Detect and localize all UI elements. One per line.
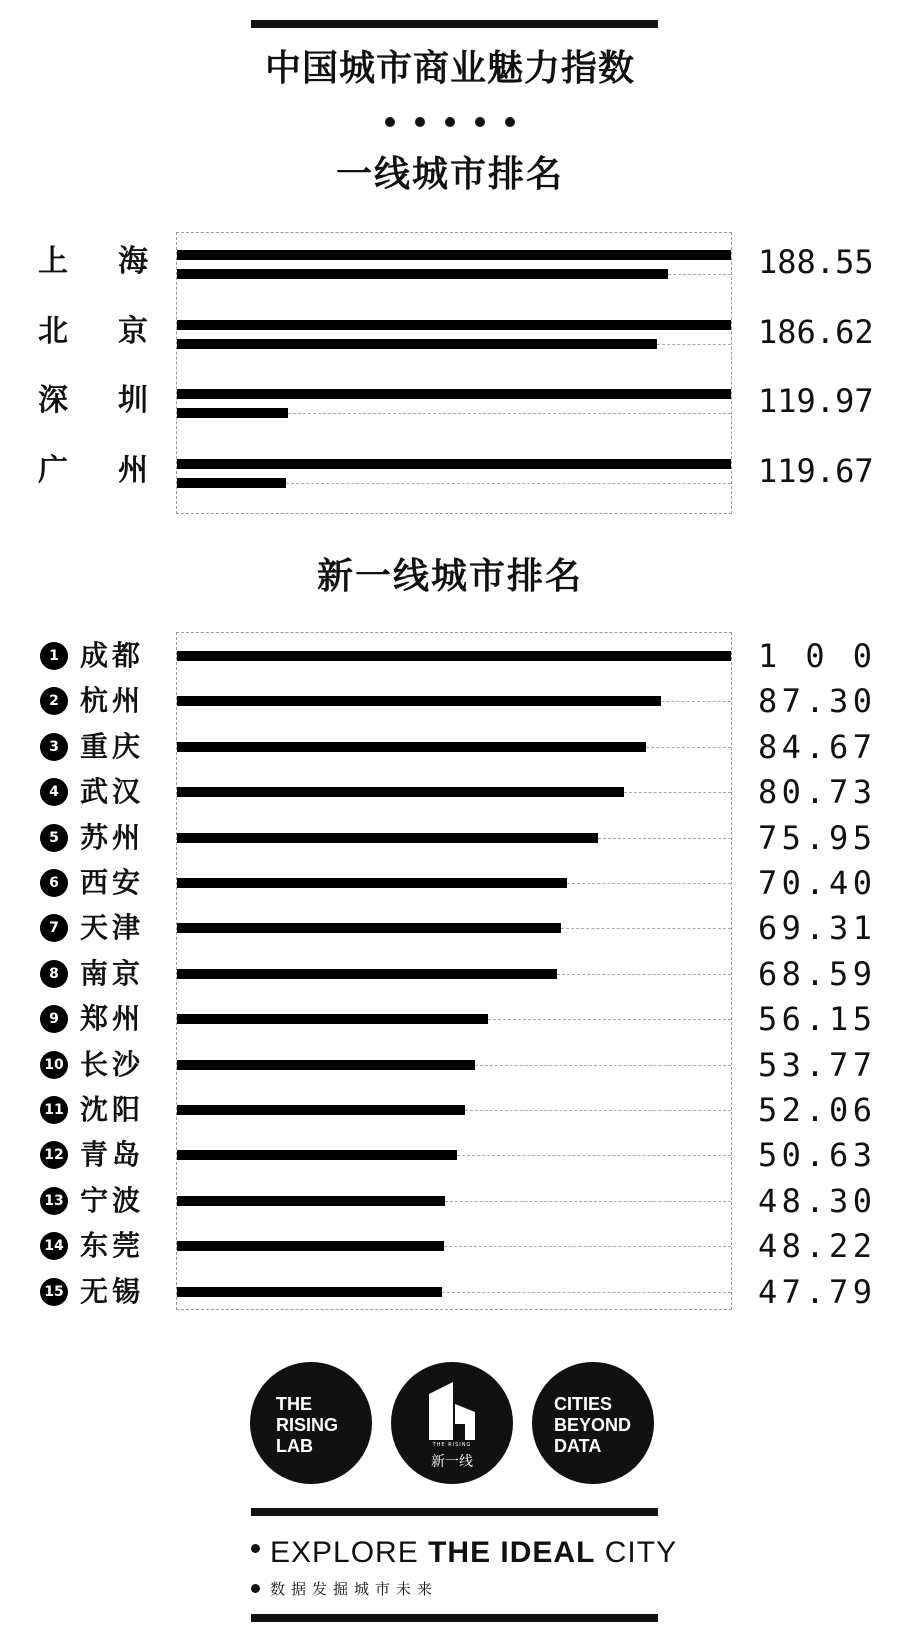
dot — [385, 117, 395, 127]
rank-badge: 4 — [40, 778, 68, 806]
rank-badge: 9 — [40, 1005, 68, 1033]
city-label: 北 京 — [38, 313, 148, 349]
guide-line — [557, 974, 731, 975]
footer-dot — [251, 1544, 260, 1553]
value-label: 4 8 . 3 0 — [758, 1181, 872, 1220]
guide-line — [661, 701, 731, 702]
value-label: 6 8 . 5 9 — [758, 954, 872, 993]
guide-line — [646, 747, 731, 748]
bar-value — [177, 1060, 475, 1070]
bar-value — [177, 1150, 457, 1160]
value-label: 1 1 9 . 6 7 — [758, 451, 874, 490]
city-label: 东莞 — [80, 1229, 145, 1263]
bar-value — [177, 1105, 465, 1115]
bar-value — [177, 1241, 444, 1251]
guide-line — [598, 838, 731, 839]
value-label: 7 0 . 4 0 — [758, 864, 872, 902]
value-label: 4 8 . 2 2 — [758, 1227, 872, 1266]
rank-badge: 1 — [40, 642, 68, 670]
tier2-title: 新一线城市排名 — [316, 556, 583, 597]
dot — [445, 117, 455, 127]
bar-value — [177, 651, 731, 661]
new-tier1-logo-cn-text: 新一线 — [431, 1454, 473, 1470]
bar-value — [177, 878, 567, 888]
bar-value — [177, 478, 286, 488]
rank-badge: 3 — [40, 733, 68, 761]
rising-lab-logo — [250, 1362, 372, 1484]
rank-badge: 12 — [40, 1141, 68, 1169]
building-icon — [425, 1382, 479, 1440]
value-label: 5 0 . 6 3 — [758, 1136, 872, 1175]
dot — [505, 117, 515, 127]
guide-line — [288, 413, 731, 414]
rank-badge: 2 — [40, 687, 68, 715]
guide-line — [561, 928, 731, 929]
city-label: 天津 — [80, 911, 145, 945]
title-dots — [0, 112, 900, 131]
city-label: 杭州 — [80, 684, 145, 718]
city-label: 武汉 — [80, 775, 145, 809]
rank-badge: 14 — [40, 1232, 68, 1260]
value-label: 8 4 . 6 7 — [758, 727, 872, 766]
value-label: 4 7 . 7 9 — [758, 1272, 872, 1311]
rank-badge: 13 — [40, 1187, 68, 1215]
dot — [415, 117, 425, 127]
city-label: 青岛 — [80, 1138, 145, 1172]
city-label: 宁波 — [80, 1183, 145, 1217]
city-label: 郑州 — [80, 1002, 145, 1036]
guide-line — [465, 1110, 731, 1111]
footer-dot — [251, 1584, 260, 1593]
bar-value — [177, 339, 657, 349]
value-label: 1 0 0 — [758, 637, 872, 675]
cities-beyond-data-logo — [532, 1362, 654, 1484]
bar-total — [177, 250, 731, 260]
value-label: 1 1 9 . 9 7 — [758, 382, 874, 420]
rank-badge: 6 — [40, 869, 68, 897]
city-label: 重庆 — [80, 729, 145, 763]
city-label: 深 圳 — [38, 383, 148, 418]
value-label: 5 6 . 1 5 — [758, 1000, 872, 1039]
city-label: 无锡 — [80, 1274, 145, 1308]
city-label: 南京 — [80, 956, 145, 990]
value-label: 8 0 . 7 3 — [758, 773, 872, 812]
rank-badge: 10 — [40, 1051, 68, 1079]
city-label: 上 海 — [38, 244, 148, 279]
city-label: 西安 — [80, 866, 145, 899]
city-label: 沈阳 — [80, 1093, 145, 1126]
rank-badge: 15 — [40, 1278, 68, 1306]
guide-line — [475, 1065, 731, 1066]
footer-slogan: EXPLORE THE IDEAL CITY — [270, 1536, 678, 1569]
city-label: 成都 — [80, 639, 145, 672]
guide-line — [286, 483, 731, 484]
bar-total — [177, 389, 731, 399]
dot — [475, 117, 485, 127]
bar-value — [177, 787, 624, 797]
main-title: 中国城市商业魅力指数 — [264, 48, 635, 89]
value-label: 5 3 . 7 7 — [758, 1045, 872, 1084]
new-tier1-logo — [391, 1362, 513, 1484]
value-label: 1 8 8 . 5 5 — [758, 243, 874, 281]
guide-line — [567, 883, 731, 884]
guide-line — [668, 274, 731, 275]
bar-total — [177, 320, 731, 330]
bar-value — [177, 1287, 442, 1297]
rising-lab-logo-text: THE RISING LAB — [276, 1394, 339, 1456]
bar-value — [177, 923, 561, 933]
value-label: 8 7 . 3 0 — [758, 682, 872, 721]
value-label: 7 5 . 9 5 — [758, 818, 872, 857]
city-label: 广 州 — [38, 452, 148, 488]
rank-badge: 7 — [40, 914, 68, 942]
value-label: 5 2 . 0 6 — [758, 1091, 872, 1129]
footer-bottom-rule — [251, 1614, 658, 1622]
city-label: 长沙 — [80, 1047, 145, 1081]
footer-top-rule — [251, 1508, 658, 1516]
bar-total — [177, 459, 731, 469]
value-label: 6 9 . 3 1 — [758, 909, 872, 948]
top-rule — [251, 20, 658, 28]
guide-line — [657, 344, 731, 345]
guide-line — [445, 1201, 731, 1202]
value-label: 1 8 6 . 6 2 — [758, 312, 874, 351]
bar-value — [177, 969, 557, 979]
footer-cn-slogan: 数据发掘城市未来 — [270, 1580, 439, 1598]
tier1-title: 一线城市排名 — [335, 154, 564, 195]
bar-value — [177, 408, 288, 418]
new-tier1-logo-small-text: THE RISING — [432, 1442, 472, 1448]
bar-value — [177, 742, 646, 752]
bar-value — [177, 833, 598, 843]
bar-value — [177, 696, 661, 706]
guide-line — [457, 1155, 731, 1156]
guide-line — [624, 792, 731, 793]
bar-value — [177, 1196, 445, 1206]
bar-value — [177, 1014, 488, 1024]
rank-badge: 5 — [40, 824, 68, 852]
guide-line — [488, 1019, 731, 1020]
rank-badge: 8 — [40, 960, 68, 988]
rank-badge: 11 — [40, 1096, 68, 1124]
bar-value — [177, 269, 668, 279]
guide-line — [444, 1246, 731, 1247]
guide-line — [442, 1292, 731, 1293]
cities-beyond-data-logo-text: CITIES BEYOND DATA — [554, 1394, 632, 1456]
city-label: 苏州 — [80, 820, 145, 854]
